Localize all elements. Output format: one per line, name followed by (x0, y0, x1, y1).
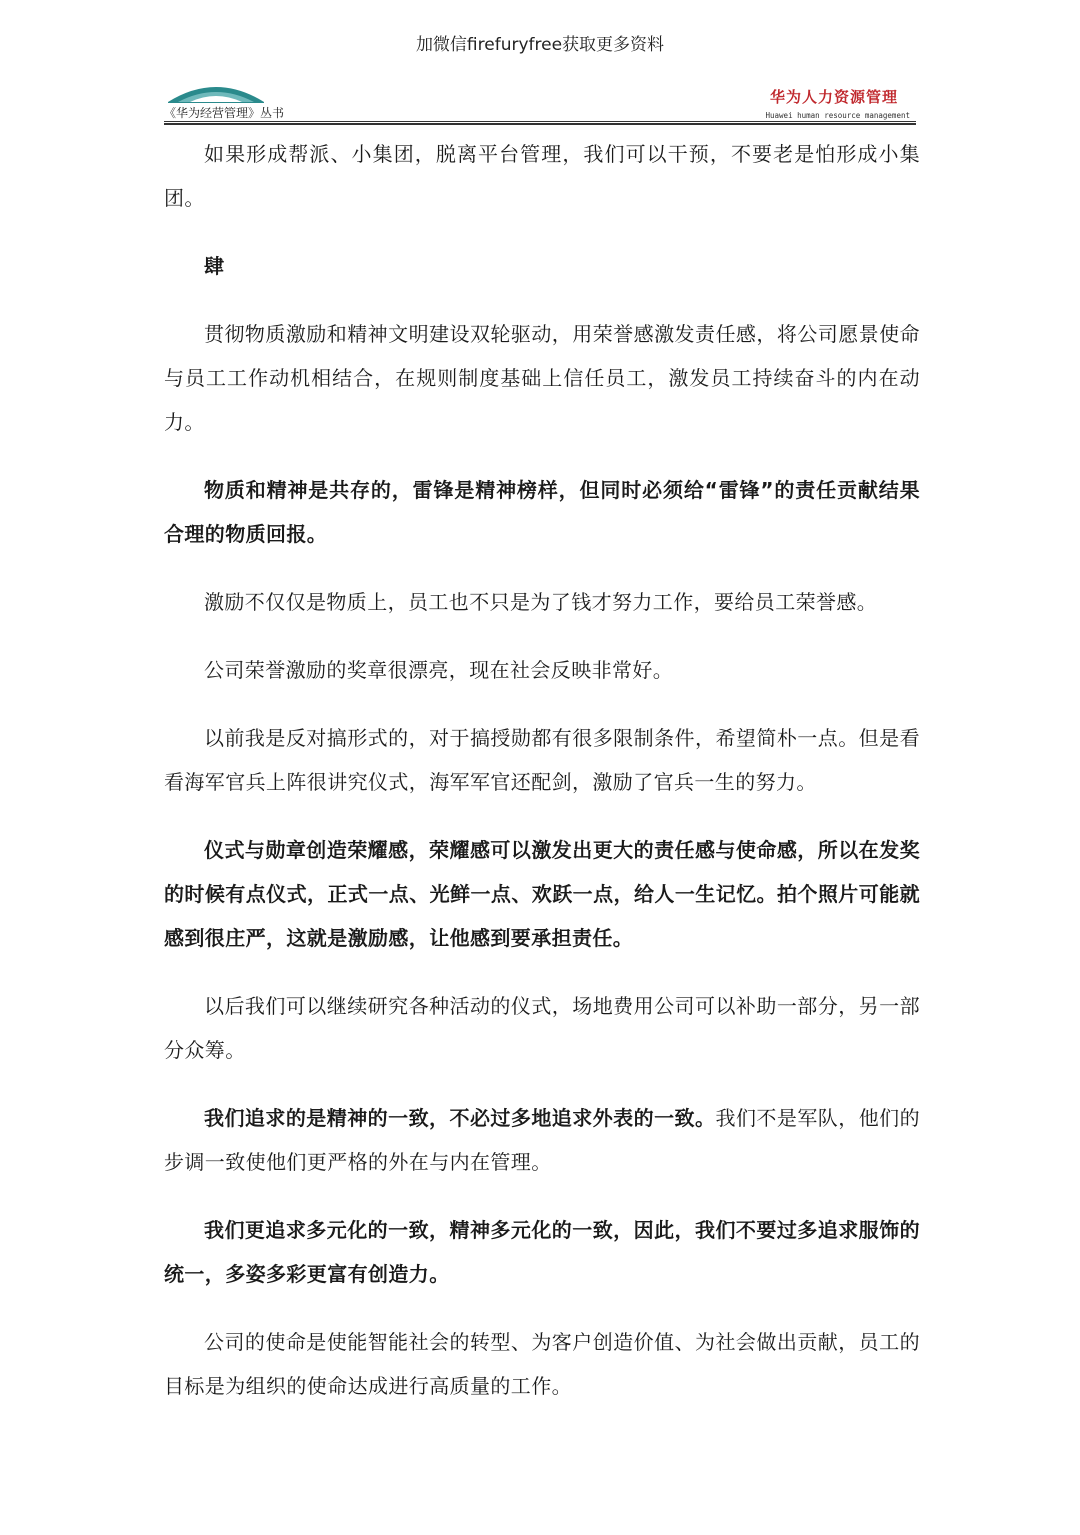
series-label: 《华为经营管理》丛书 (164, 106, 285, 120)
watermark-text: 加微信firefuryfree获取更多资料 (415, 35, 665, 55)
mixed-paragraph (164, 1096, 920, 1184)
paragraph: 贯彻物质激励和精神文明建设双轮驱动，用荣誉感激发责任感，将公司愿景使命与员工工作动机相结合，在规则制度基础上信任员工，激发员工持续奋斗的内在动力。 (164, 322, 920, 434)
paragraph: 激励不仅仅是物质上，员工也不只是为了钱才努力工作，要给员工荣誉感。 (204, 590, 878, 614)
book-title: 华为人力资源管理 (769, 88, 898, 106)
bold-paragraph: 我们更追求多元化的一致，精神多元化的一致，因此，我们不要过多追求服饰的统一，多姿多彩更富有创造力。 (164, 1218, 920, 1286)
book-subtitle: Huawei human resource management (765, 111, 910, 120)
bold-paragraph: 仪式与勋章创造荣耀感，荣耀感可以激发出更大的责任感与使命感，所以在发奖的时候有点仪式，正式一点、光鲜一点、欢跃一点，给人一生记忆。拍个照片可能就感到很庄严，这就是激励感，让他感到要承担责任。 (164, 838, 920, 950)
page-header (164, 78, 916, 124)
header-divider (164, 121, 916, 122)
paragraph: 如果形成帮派、小集团，脱离平台管理，我们可以干预，不要老是怕形成小集团。 (164, 142, 920, 210)
section-heading: 肆 (204, 254, 224, 278)
paragraph: 以后我们可以继续研究各种活动的仪式，场地费用公司可以补助一部分，另一部分众筹。 (164, 994, 920, 1062)
mountain-logo-icon (168, 78, 264, 104)
bold-sentence: 我们追求的是精神的一致，不必过多地追求外表的一致。 (204, 1106, 716, 1130)
plain-sentence: 我们不是军队，他们的步调一致使他们更严格的外在与内在管理。 (164, 1106, 921, 1174)
bold-paragraph: 物质和精神是共存的，雷锋是精神榜样，但同时必须给“雷锋”的责任贡献结果合理的物质回报。 (164, 478, 920, 546)
header-divider-thick (164, 123, 916, 125)
paragraph: 公司的使命是使能智能社会的转型、为客户创造价值、为社会做出贡献，员工的目标是为组织的使命达成进行高质量的工作。 (164, 1330, 920, 1398)
paragraph: 公司荣誉激励的奖章很漂亮，现在社会反映非常好。 (204, 658, 674, 682)
paragraph: 以前我是反对搞形式的，对于搞授勋都有很多限制条件，希望简朴一点。但是看看海军官兵上阵很讲究仪式，海军军官还配剑，激励了官兵一生的努力。 (164, 726, 920, 794)
document-body (164, 132, 920, 1432)
